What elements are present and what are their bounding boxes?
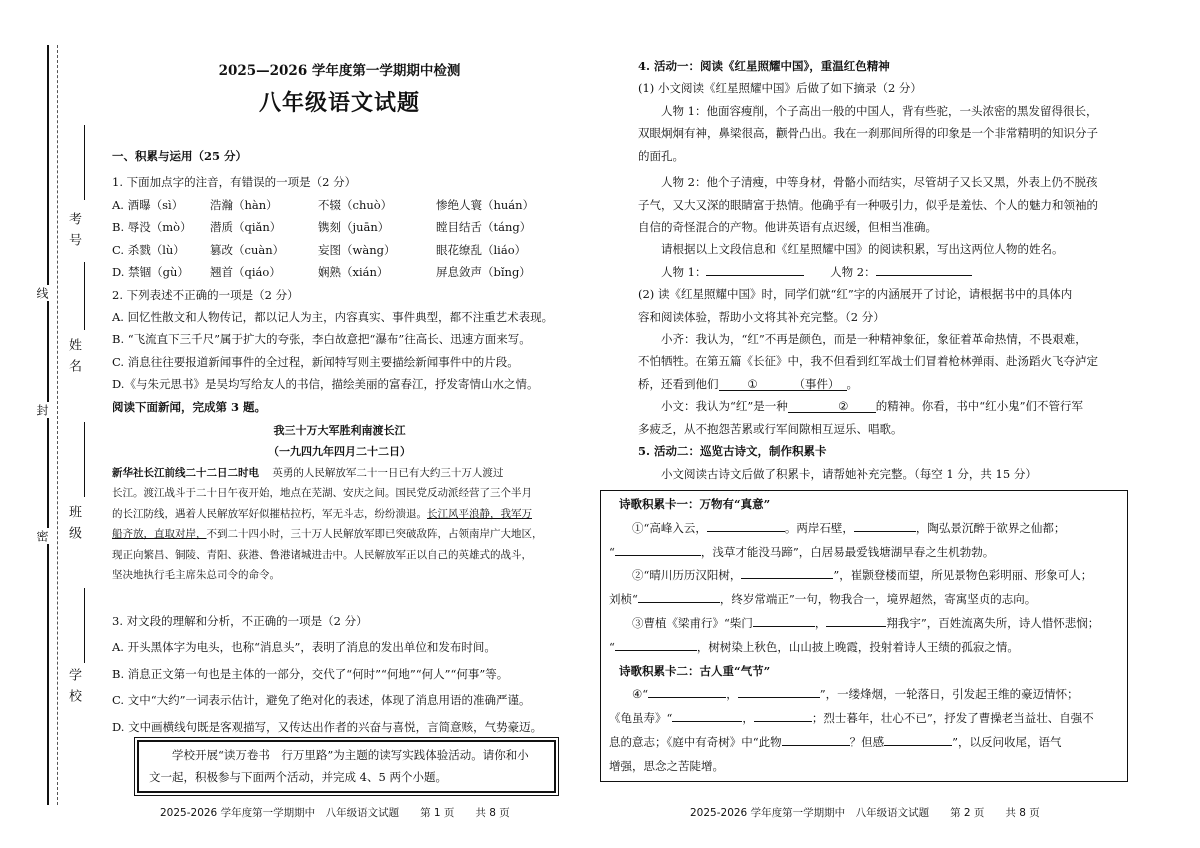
card-line	[609, 517, 1119, 541]
event-hint: （事件）	[793, 376, 840, 391]
card-text: ，陶弘景沉醉于欲界之仙都；	[915, 520, 1066, 535]
blank-1-event[interactable]	[787, 378, 847, 391]
card-line	[609, 707, 1119, 731]
poem-blank[interactable]	[615, 543, 701, 556]
xiaoqi-text: 小齐：我认为，“红”不再是颜色，而是一种精神象征，象征着革命热情，不畏艰难，	[661, 332, 1087, 347]
card-text: 《龟虽寿》“	[609, 711, 673, 726]
q1-cell: D. 禁锢（gù）	[112, 265, 189, 280]
news-underlined-sentence: 长江风平浪静，我军万	[427, 507, 532, 520]
student-name-blank[interactable]	[84, 262, 85, 330]
card-text: ？但感	[849, 734, 885, 749]
section-1	[112, 145, 567, 418]
news-title: 我三十万大军胜利南渡长江	[273, 424, 406, 437]
card-text: 刘桢“	[609, 592, 638, 607]
news-text: 长江。渡江战斗于二十日午夜开始，地点在芜湖、安庆之间。国民党反动派经营了三个半月	[112, 487, 532, 500]
person2-label: 人物 2：	[830, 264, 876, 279]
q3-option-d: D. 文中画横线句既是客观描写，又传达出作者的兴奋与喜悦，言简意赅，气势豪迈。	[112, 719, 543, 734]
card-line	[609, 612, 1119, 636]
card-text: ②“晴川历历汉阳树，	[632, 568, 742, 583]
q2-option-d: D.《与朱元思书》是吴均写给友人的书信，描绘美丽的富春江，抒发寄情山水之情。	[112, 377, 539, 392]
q1-cell: 妄图（wàng）	[318, 242, 396, 257]
q1-cell: C. 杀戮（lù）	[112, 242, 185, 257]
person1-desc: 人物 1：他面容瘦削，个子高出一般的中国人，背有些驼，一头浓密的黑发留得很长，	[661, 103, 1098, 118]
q4-block	[638, 55, 1126, 485]
card-line	[609, 636, 1119, 660]
person2-blank[interactable]	[876, 263, 972, 276]
school-label: 学校	[66, 668, 81, 710]
q1-cell: B. 辱没（mò）	[112, 220, 192, 235]
reading-prompt: 阅读下面新闻，完成第 3 题。	[112, 399, 267, 414]
binding-solid-line	[47, 45, 49, 805]
card-text: ；烈士暮年，壮心不已”，抒发了曹操老当益壮、自强不	[811, 711, 1094, 726]
poetry-card-box	[600, 490, 1128, 782]
q1-cell: 浩瀚（hàn）	[210, 197, 278, 212]
card-text: ，终岁常端正”一句，物我合一，境界超然，寄寓坚贞的志向。	[719, 592, 1037, 607]
xiaoqi-text: 桥，还看到他们	[638, 376, 719, 391]
news-article	[112, 420, 567, 586]
student-name-label: 姓名	[66, 338, 81, 380]
q1-cell: 翘首（qiáo）	[210, 265, 281, 280]
class-label: 班级	[66, 505, 81, 547]
card-text: ，树树染上秋色，山山披上晚霞，投射着诗人王绩的孤寂之情。	[696, 639, 1019, 654]
q1-cell: 潜质（qiǎn）	[210, 220, 282, 235]
q4-sub1: (1) 小文阅读《红星照耀中国》后做了如下摘录（2 分）	[638, 81, 922, 96]
xiaowen-fill	[638, 395, 1126, 417]
poem-blank[interactable]	[884, 733, 952, 746]
card-text: ，	[726, 687, 738, 702]
card-line	[609, 588, 1119, 612]
q4-sub2: 容和阅读体验，帮助小文将其补充完整。（2 分）	[638, 309, 885, 324]
poem-blank[interactable]	[782, 733, 850, 746]
q1-row-c	[112, 239, 567, 261]
card1-title: 诗歌积累卡一：万物有“真意”	[619, 497, 771, 511]
q1-cell: 惨绝人寰（huán）	[436, 197, 535, 212]
news-text: 坚决地执行毛主席朱总司令的命令。	[112, 569, 280, 582]
poem-blank[interactable]	[638, 590, 720, 603]
card-text: ，	[742, 711, 754, 726]
card-line	[609, 731, 1119, 755]
q2-option-c: C. 消息往往要报道新闻事件的全过程，新闻特写则主要描绘新闻事件中的片段。	[112, 354, 519, 369]
xiaoqi-text: 不怕牺牲。在第五篇《长征》中，我不但看到红军战士们冒着枪林弹雨、赴汤蹈火飞夺泸定	[638, 354, 1098, 369]
card-text: 。两岸石壁，	[784, 520, 854, 535]
xiaoqi-fill	[638, 373, 1126, 395]
news-text: 不到二十四小时，三十万人民解放军即已突破敌阵，占领南岸广大地区，	[206, 528, 543, 541]
q1-cell: 篡改（cuàn）	[210, 242, 285, 257]
q1-row-d	[112, 261, 567, 283]
blank-1-number: ①	[747, 376, 758, 391]
news-text: 现正向繁昌、铜陵、青阳、荻港、鲁港诸城进击中。人民解放军正以自己的英雄式的战斗，	[112, 548, 532, 561]
poem-blank[interactable]	[826, 614, 886, 627]
binding-dashed-line	[57, 45, 58, 805]
binding-mark-xian: 线	[35, 287, 49, 299]
card-text: 息的意志；《庭中有奇树》中“此物	[609, 734, 782, 749]
activity-intro-line: 学校开展“读万卷书 行万里路”为主题的读写实践体验活动。请你和小	[172, 748, 529, 762]
footer-page-2: 2025-2026 学年度第一学期期中 八年级语文试题 第 2 页 共 8 页	[690, 807, 1040, 819]
q3-stem: 3. 对文段的理解和分析，不正确的一项是（2 分）	[112, 614, 368, 628]
card-line	[609, 541, 1119, 565]
xiaowen-text: 小文：我认为“红”是一种	[661, 399, 788, 414]
poem-blank[interactable]	[648, 685, 726, 698]
card-line: 增强，思念之苦陡增。	[609, 758, 724, 773]
person2-desc: 自信的奇怪混合的产物。他讲英语有点迟缓，但相当准确。	[638, 219, 937, 234]
person2-desc: 人物 2：他个子清瘦，中等身材，骨骼小而结实，尽管胡子又长又黑，外表上仍不脱孩	[661, 175, 1098, 190]
xiaowen-text: 多疲乏，从不抱怨苦累或行军间隙相互逗乐、唱歌。	[638, 421, 903, 436]
poem-blank[interactable]	[707, 519, 785, 532]
card-text: “	[609, 639, 615, 654]
card-text: ”，一缕烽烟，一轮落日，引发起王维的豪迈情怀；	[819, 687, 1079, 702]
person1-desc: 的面孔。	[638, 148, 684, 163]
poem-blank[interactable]	[672, 709, 742, 722]
person1-blank[interactable]	[706, 263, 804, 276]
q4-ask: 请根据以上文段信息和《红星照耀中国》的阅读积累，写出这两位人物的姓名。	[661, 242, 1064, 257]
q1-cell: 屏息敛声（bǐng）	[436, 265, 531, 280]
binding-margin	[0, 0, 110, 848]
card-text: ，	[814, 615, 827, 630]
section-1-heading: 一、积累与运用（25 分）	[112, 149, 248, 163]
card-text: ④“	[632, 687, 649, 702]
q1-cell: 镌刻（juān）	[318, 220, 390, 235]
person1-desc: 双眼炯炯有神，鼻梁很高，颧骨凸出。我在一刹那间所得的印象是一个非常精明的知识分子	[638, 126, 1098, 141]
poem-blank[interactable]	[854, 519, 916, 532]
poem-blank[interactable]	[738, 685, 820, 698]
q5-title: 5. 活动二：巡览古诗文，制作积累卡	[638, 444, 827, 459]
xiaoqi-text: 。	[846, 376, 858, 391]
news-underlined-sentence: 船齐放，直取对岸，	[112, 528, 207, 541]
xiaowen-text: 的精神。你看，书中“红小鬼”们不管行军	[875, 399, 1084, 414]
news-paragraph	[112, 463, 567, 483]
blank-2-number: ②	[838, 399, 849, 414]
exam-number-blank[interactable]	[84, 125, 85, 200]
activity-intro-line: 文一起，积极参与下面两个活动，并完成 4、5 两个小题。	[149, 770, 447, 785]
q2-option-a: A. 回忆性散文和人物传记，都以记人为主，内容真实、事件典型，都不注重艺术表现。	[112, 309, 554, 324]
news-paragraph	[112, 504, 567, 524]
q1-cell: 瞠目结舌（táng）	[436, 220, 532, 235]
right-column	[609, 0, 1126, 848]
footer-page-1: 2025-2026 学年度第一学期期中 八年级语文试题 第 1 页 共 8 页	[160, 807, 510, 819]
q2-option-b: B. “飞流直下三千尺”属于扩大的夸张，李白故意把“瀑布”往高长、迅速方面来写。	[112, 332, 531, 347]
poem-blank[interactable]	[754, 709, 812, 722]
q1-row-a	[112, 194, 567, 216]
person2-desc: 子气，又大又深的眼睛富于热情。他确乎有一种吸引力，似乎是羞怯、个人的魅力和领袖的	[638, 197, 1098, 212]
card-text: 翔我宇”，百姓流离失所，诗人惜怀悲悯；	[886, 615, 1100, 630]
exam-number-label: 考号	[66, 212, 81, 254]
q1-cell: A. 酒曝（sì）	[112, 197, 184, 212]
q3-option-a: A. 开头黑体字为电头，也称“消息头”，表明了消息的发出单位和发布时间。	[112, 640, 496, 655]
person-answer-row	[638, 261, 1126, 283]
q3-block	[112, 610, 567, 738]
blank-1[interactable]	[719, 378, 787, 391]
card-text: ”，以反问收尾，语气	[952, 734, 1062, 749]
q1-cell: 眼花缭乱（liáo）	[436, 242, 527, 257]
blank-2[interactable]	[788, 400, 876, 413]
q5-intro: 小文阅读古诗文后做了积累卡，请帮她补充完整。（每空 1 分，共 15 分）	[661, 466, 1037, 481]
q4-title: 4. 活动一：阅读《红星照耀中国》，重温红色精神	[638, 59, 890, 73]
q4-sub2: (2) 读《红星照耀中国》时，同学们就“红”字的内涵展开了讨论，请根据书中的具体内	[638, 287, 1073, 302]
poem-blank[interactable]	[741, 566, 833, 579]
poem-blank[interactable]	[753, 614, 815, 627]
q3-option-b: B. 消息正文第一句也是主体的一部分，交代了“何时”“何地”“何人”“何事”等。	[112, 666, 509, 681]
card-text: ”，崔颢登楼而望，所见景物色彩明丽、形象可人；	[833, 568, 1093, 583]
news-date: （一九四九年四月二十二日）	[268, 445, 411, 459]
card-text: ③曹植《梁甫行》“柴门	[632, 615, 753, 630]
card-line	[609, 683, 1119, 707]
card-line	[609, 564, 1119, 588]
paper-title: 八年级语文试题	[258, 90, 420, 116]
q1-stem: 1. 下面加点字的注音，有错误的一项是（2 分）	[112, 175, 357, 190]
q2-stem: 2. 下列表述不正确的一项是（2 分）	[112, 287, 299, 302]
q3-option-c: C. 文中“大约”一词表示估计，避免了绝对化的表述，体现了消息用语的准确严谨。	[112, 693, 531, 708]
card-text: “	[609, 544, 615, 559]
q1-row-b	[112, 216, 567, 238]
school-blank[interactable]	[84, 588, 85, 663]
news-text: 英勇的人民解放军二十一日已有大约三十万人渡过	[272, 466, 504, 479]
news-dateline: 新华社长江前线二十二日二时电	[112, 466, 259, 479]
news-paragraph	[112, 524, 567, 544]
card2-title: 诗歌积累卡二：古人重“气节”	[619, 663, 771, 678]
binding-mark-feng: 封	[35, 404, 49, 416]
left-column	[112, 0, 567, 848]
class-blank[interactable]	[84, 422, 85, 497]
news-text: 的长江防线，遇着人民解放军好似摧枯拉朽，军无斗志，纷纷溃退。	[112, 507, 427, 520]
card-text: ①“高峰入云，	[632, 520, 707, 535]
binding-mark-mi: 密	[35, 530, 49, 542]
activity-intro-box	[137, 740, 556, 793]
poem-blank[interactable]	[615, 638, 697, 651]
q1-cell: 不辍（chuò）	[318, 197, 393, 212]
person1-label: 人物 1：	[661, 264, 707, 279]
q1-cell: 娴熟（xián）	[318, 265, 389, 280]
exam-title: 2025—2026 学年度第一学期期中检测	[218, 63, 461, 79]
card-text: ，浅草才能没马蹄”，白居易最爱钱塘湖早春之生机勃勃。	[700, 544, 995, 559]
